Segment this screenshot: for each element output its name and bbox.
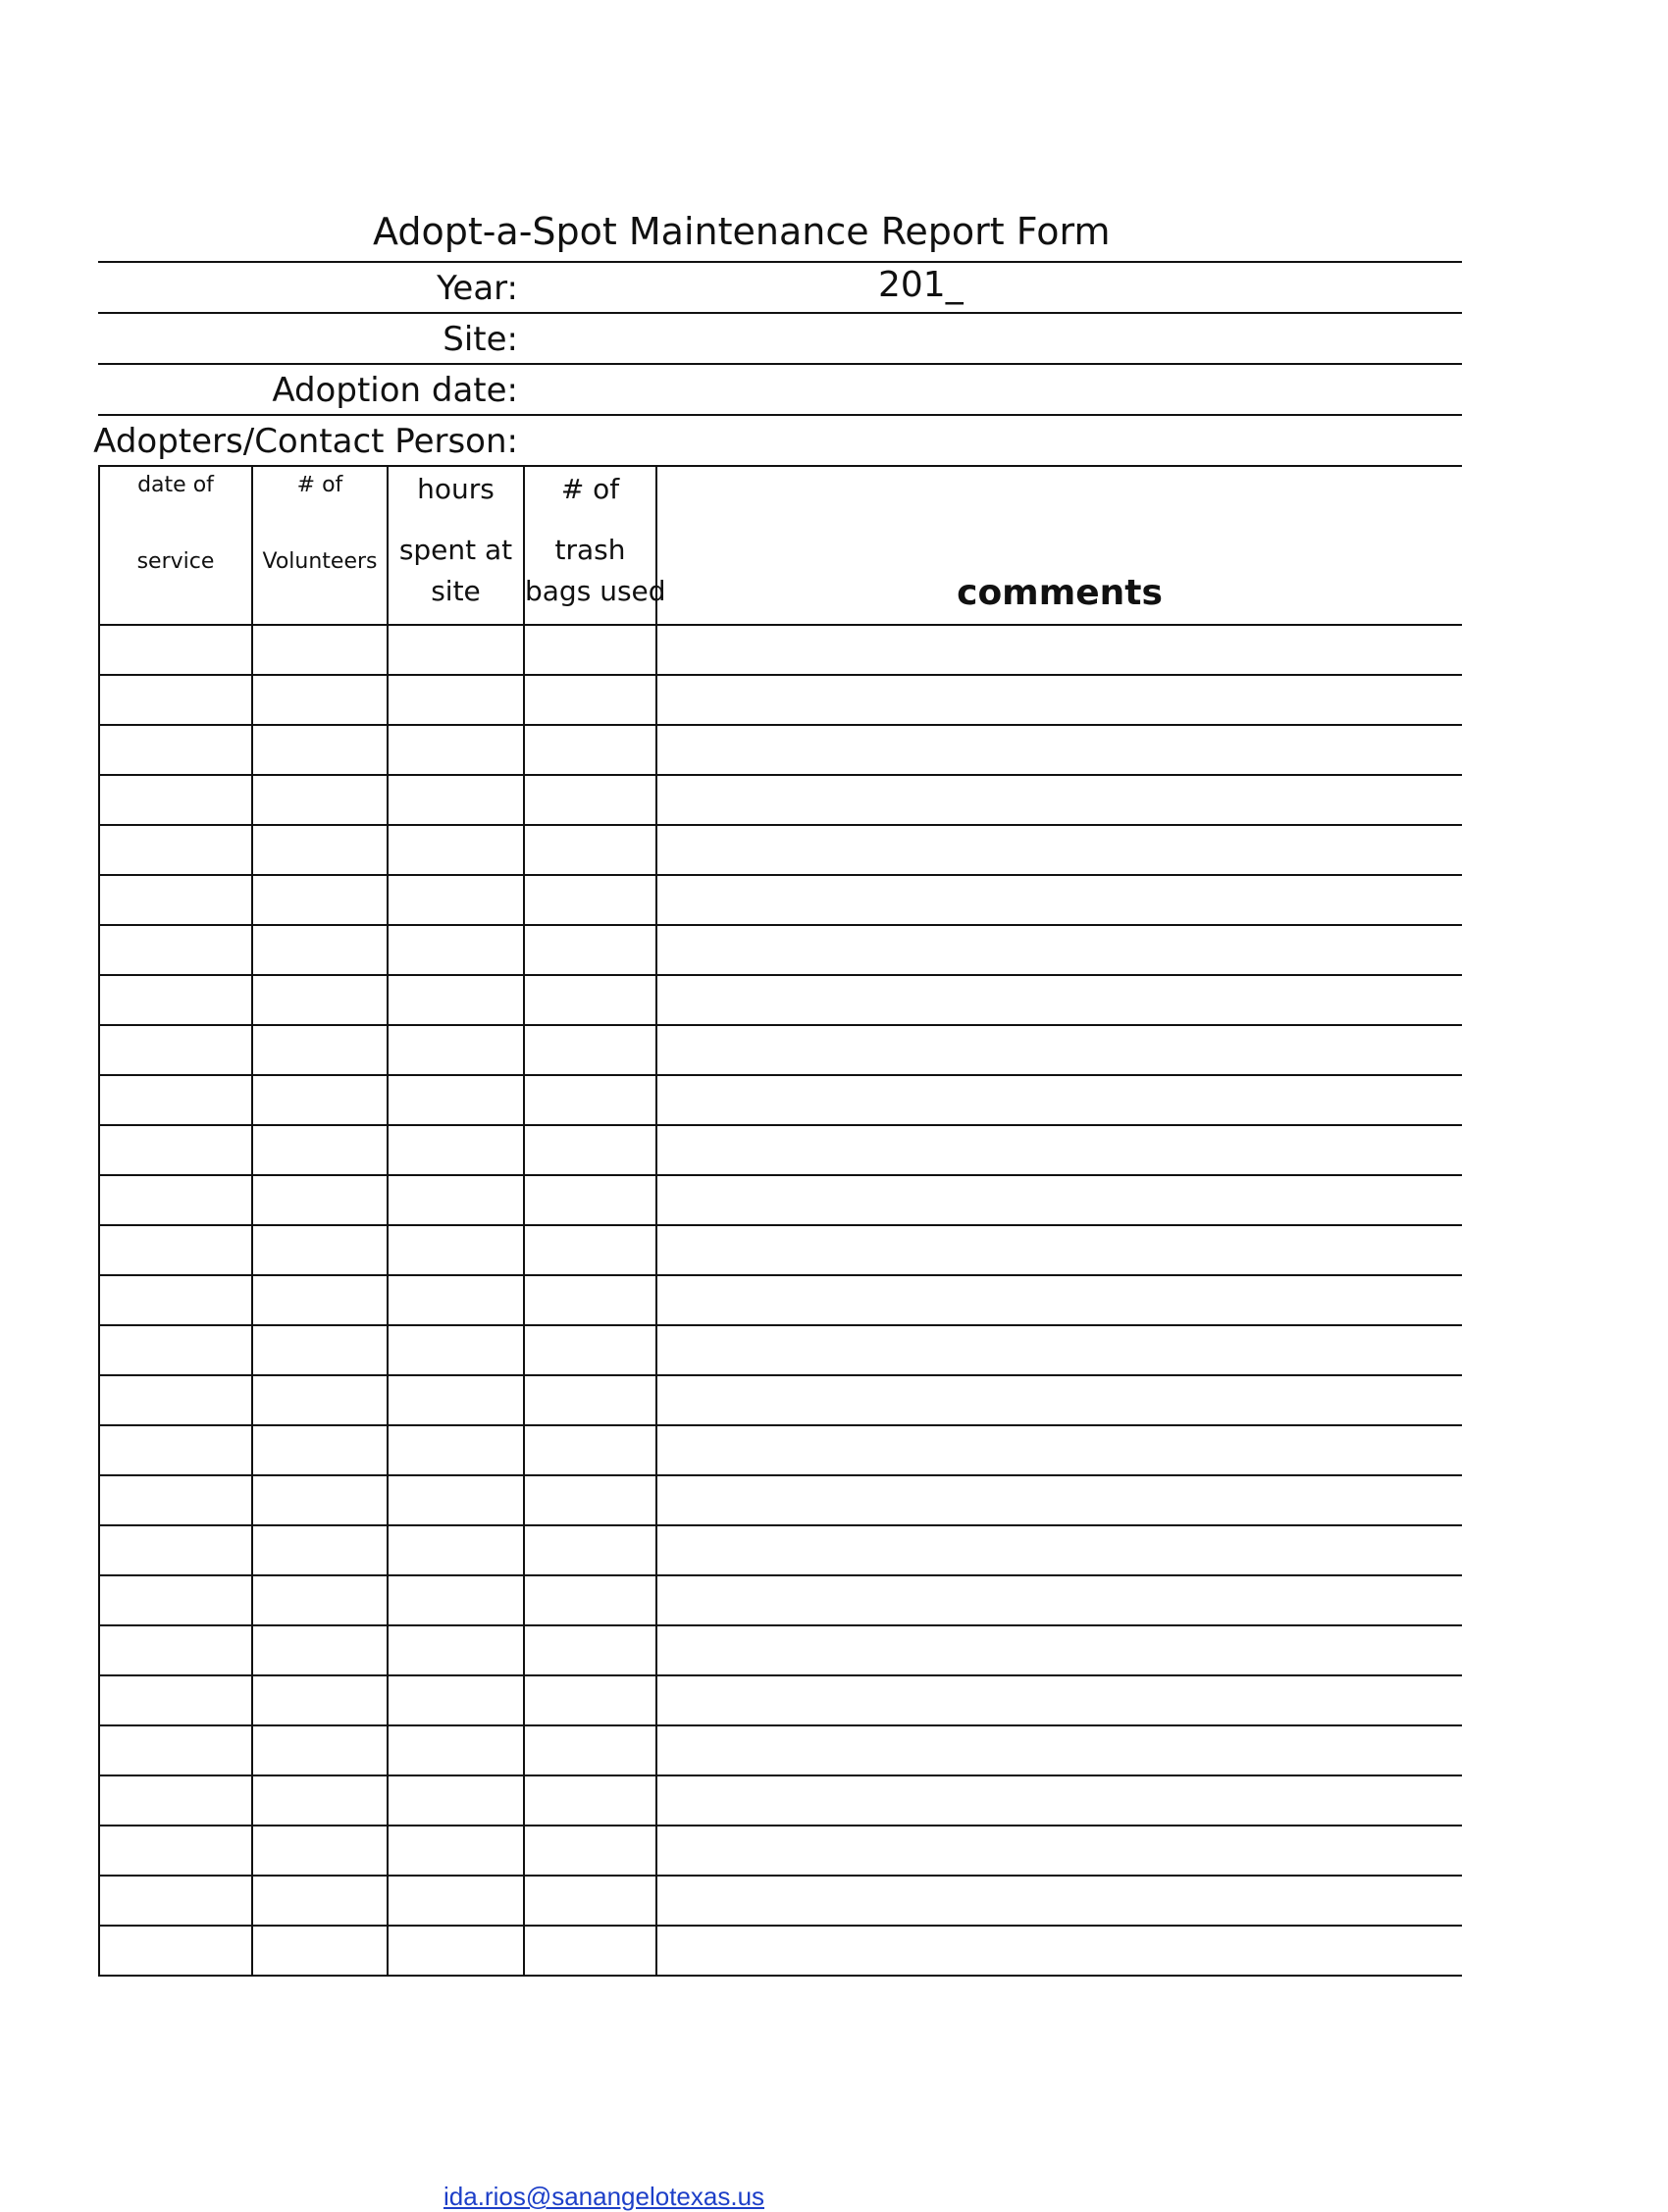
header-date-line2: service (136, 549, 215, 574)
adoption-date-row (98, 365, 1462, 416)
hours-cell[interactable] (387, 1076, 523, 1124)
table-row (98, 726, 1462, 776)
comments-cell[interactable] (655, 726, 1462, 774)
volunteers-cell[interactable] (251, 1426, 387, 1474)
comments-cell[interactable] (655, 1826, 1462, 1875)
date-cell[interactable] (98, 676, 251, 724)
date-cell[interactable] (98, 1176, 251, 1224)
table-row (98, 826, 1462, 876)
date-cell[interactable] (98, 1776, 251, 1825)
volunteers-cell[interactable] (251, 1626, 387, 1674)
table-row (98, 1276, 1462, 1326)
volunteers-cell[interactable] (251, 1126, 387, 1174)
bags-cell[interactable] (523, 1626, 655, 1674)
contact-person-row (93, 416, 1462, 467)
date-cell[interactable] (98, 1276, 251, 1324)
comments-cell[interactable] (655, 1626, 1462, 1674)
volunteers-cell[interactable] (251, 726, 387, 774)
date-cell[interactable] (98, 626, 251, 674)
comments-cell[interactable] (655, 626, 1462, 674)
bags-cell[interactable] (523, 726, 655, 774)
bags-cell[interactable] (523, 1927, 655, 1975)
hours-cell[interactable] (387, 1576, 523, 1624)
date-cell[interactable] (98, 1927, 251, 1975)
table-row (98, 1376, 1462, 1426)
volunteers-cell[interactable] (251, 776, 387, 824)
volunteers-cell[interactable] (251, 1576, 387, 1624)
date-cell[interactable] (98, 1676, 251, 1724)
volunteers-cell[interactable] (251, 1326, 387, 1374)
header-bags-line1: # of (560, 473, 620, 505)
volunteers-cell[interactable] (251, 1476, 387, 1524)
bags-cell[interactable] (523, 876, 655, 924)
bags-cell[interactable] (523, 1226, 655, 1274)
table-row (98, 1426, 1462, 1476)
date-cell[interactable] (98, 776, 251, 824)
comments-cell[interactable] (655, 1076, 1462, 1124)
comments-cell[interactable] (655, 1176, 1462, 1224)
table-row (98, 1927, 1462, 1977)
table-row (98, 1676, 1462, 1726)
volunteers-cell[interactable] (251, 1927, 387, 1975)
comments-cell[interactable] (655, 1776, 1462, 1825)
table-row (98, 1626, 1462, 1676)
hours-cell[interactable] (387, 1927, 523, 1975)
date-cell[interactable] (98, 826, 251, 874)
comments-cell[interactable] (655, 876, 1462, 924)
hours-cell[interactable] (387, 1126, 523, 1174)
volunteers-cell[interactable] (251, 926, 387, 974)
volunteers-cell[interactable] (251, 676, 387, 724)
table-row (98, 1826, 1462, 1877)
header-trash-bags (523, 465, 666, 626)
comments-cell[interactable] (655, 1476, 1462, 1524)
hours-cell[interactable] (387, 1276, 523, 1324)
hours-cell[interactable] (387, 1776, 523, 1825)
header-comments-label: comments (957, 573, 1163, 613)
header-bags-line3: bags used (525, 575, 666, 607)
volunteers-cell[interactable] (251, 1526, 387, 1574)
hours-cell[interactable] (387, 1826, 523, 1875)
comments-cell[interactable] (655, 1927, 1462, 1975)
bags-cell[interactable] (523, 976, 655, 1024)
date-cell[interactable] (98, 1426, 251, 1474)
volunteers-cell[interactable] (251, 1826, 387, 1875)
bags-cell[interactable] (523, 1076, 655, 1124)
adoption-date-label: Adoption date: (272, 371, 518, 410)
table-row (98, 1026, 1462, 1076)
header-date-of-service (98, 465, 251, 626)
hours-cell[interactable] (387, 1526, 523, 1574)
volunteers-cell[interactable] (251, 1776, 387, 1825)
comments-cell[interactable] (655, 1676, 1462, 1724)
volunteers-cell[interactable] (251, 1176, 387, 1224)
volunteers-cell[interactable] (251, 1676, 387, 1724)
comments-cell[interactable] (655, 1426, 1462, 1474)
bags-cell[interactable] (523, 1576, 655, 1624)
table-row (98, 1476, 1462, 1526)
comments-cell[interactable] (655, 826, 1462, 874)
comments-cell[interactable] (655, 1326, 1462, 1374)
hours-cell[interactable] (387, 976, 523, 1024)
site-label: Site: (443, 320, 518, 359)
comments-cell[interactable] (655, 976, 1462, 1024)
table-row (98, 1176, 1462, 1226)
comments-cell[interactable] (655, 1276, 1462, 1324)
bags-cell[interactable] (523, 626, 655, 674)
table-row (98, 1226, 1462, 1276)
volunteers-cell[interactable] (251, 1877, 387, 1925)
bags-cell[interactable] (523, 926, 655, 974)
header-hours-line1: hours (417, 473, 495, 505)
date-cell[interactable] (98, 1076, 251, 1124)
hours-cell[interactable] (387, 1877, 523, 1925)
volunteers-cell[interactable] (251, 976, 387, 1024)
header-volunteers-line1: # of (296, 473, 343, 497)
table-row (98, 926, 1462, 976)
header-hours (387, 465, 523, 626)
table-row (98, 876, 1462, 926)
form-title-row (98, 196, 1462, 263)
table-row (98, 976, 1462, 1026)
date-cell[interactable] (98, 1726, 251, 1775)
bags-cell[interactable] (523, 676, 655, 724)
bags-cell[interactable] (523, 1376, 655, 1424)
volunteers-cell[interactable] (251, 1376, 387, 1424)
header-date-line1: date of (137, 473, 214, 497)
hours-cell[interactable] (387, 1226, 523, 1274)
hours-cell[interactable] (387, 776, 523, 824)
bags-cell[interactable] (523, 1426, 655, 1474)
year-label: Year: (437, 269, 518, 308)
volunteers-cell[interactable] (251, 626, 387, 674)
comments-cell[interactable] (655, 926, 1462, 974)
date-cell[interactable] (98, 1526, 251, 1574)
bags-cell[interactable] (523, 1276, 655, 1324)
hours-cell[interactable] (387, 1476, 523, 1524)
contact-person-label: Adopters/Contact Person: (93, 422, 518, 461)
header-hours-line3: site (431, 575, 481, 607)
table-row (98, 1326, 1462, 1376)
date-cell[interactable] (98, 726, 251, 774)
comments-cell[interactable] (655, 1026, 1462, 1074)
header-bags-line2: trash (554, 534, 626, 566)
date-cell[interactable] (98, 976, 251, 1024)
hours-cell[interactable] (387, 1026, 523, 1074)
bags-cell[interactable] (523, 1026, 655, 1074)
table-row (98, 776, 1462, 826)
volunteers-cell[interactable] (251, 876, 387, 924)
volunteers-cell[interactable] (251, 826, 387, 874)
hours-cell[interactable] (387, 1626, 523, 1674)
comments-cell[interactable] (655, 1526, 1462, 1574)
bags-cell[interactable] (523, 1826, 655, 1875)
table-row (98, 676, 1462, 726)
header-comments (655, 465, 1462, 626)
comments-cell[interactable] (655, 1226, 1462, 1274)
date-cell[interactable] (98, 1326, 251, 1374)
hours-cell[interactable] (387, 1726, 523, 1775)
table-row (98, 1126, 1462, 1176)
table-row (98, 626, 1462, 676)
hours-cell[interactable] (387, 676, 523, 724)
bags-cell[interactable] (523, 1726, 655, 1775)
comments-cell[interactable] (655, 1726, 1462, 1775)
contact-email-link[interactable]: ida.rios@sanangelotexas.us (443, 2182, 765, 2211)
hours-cell[interactable] (387, 1326, 523, 1374)
comments-cell[interactable] (655, 1126, 1462, 1174)
comments-cell[interactable] (655, 676, 1462, 724)
hours-cell[interactable] (387, 1376, 523, 1424)
hours-cell[interactable] (387, 826, 523, 874)
date-cell[interactable] (98, 1226, 251, 1274)
bags-cell[interactable] (523, 826, 655, 874)
form-title: Adopt-a-Spot Maintenance Report Form (373, 210, 1111, 253)
hours-cell[interactable] (387, 876, 523, 924)
bags-cell[interactable] (523, 776, 655, 824)
year-value[interactable]: 201_ (878, 265, 964, 305)
volunteers-cell[interactable] (251, 1026, 387, 1074)
date-cell[interactable] (98, 876, 251, 924)
hours-cell[interactable] (387, 626, 523, 674)
hours-cell[interactable] (387, 926, 523, 974)
date-cell[interactable] (98, 1826, 251, 1875)
table-row (98, 1726, 1462, 1776)
date-cell[interactable] (98, 926, 251, 974)
header-volunteers (251, 465, 387, 626)
bags-cell[interactable] (523, 1676, 655, 1724)
comments-cell[interactable] (655, 1877, 1462, 1925)
comments-cell[interactable] (655, 776, 1462, 824)
date-cell[interactable] (98, 1126, 251, 1174)
entry-rows (98, 626, 1462, 1977)
header-volunteers-line2: Volunteers (262, 549, 378, 574)
date-cell[interactable] (98, 1376, 251, 1424)
volunteers-cell[interactable] (251, 1226, 387, 1274)
volunteers-cell[interactable] (251, 1076, 387, 1124)
comments-cell[interactable] (655, 1576, 1462, 1624)
comments-cell[interactable] (655, 1376, 1462, 1424)
volunteers-cell[interactable] (251, 1276, 387, 1324)
table-row (98, 1526, 1462, 1576)
bags-cell[interactable] (523, 1326, 655, 1374)
bags-cell[interactable] (523, 1176, 655, 1224)
date-cell[interactable] (98, 1877, 251, 1925)
date-cell[interactable] (98, 1476, 251, 1524)
bags-cell[interactable] (523, 1126, 655, 1174)
date-cell[interactable] (98, 1626, 251, 1674)
header-hours-line2: spent at (398, 534, 513, 566)
hours-cell[interactable] (387, 1176, 523, 1224)
hours-cell[interactable] (387, 1426, 523, 1474)
site-row (98, 314, 1462, 365)
volunteers-cell[interactable] (251, 1726, 387, 1775)
hours-cell[interactable] (387, 726, 523, 774)
table-row (98, 1776, 1462, 1826)
table-row (98, 1576, 1462, 1626)
year-row (98, 263, 1462, 314)
bags-cell[interactable] (523, 1476, 655, 1524)
bags-cell[interactable] (523, 1877, 655, 1925)
bags-cell[interactable] (523, 1526, 655, 1574)
bags-cell[interactable] (523, 1776, 655, 1825)
table-row (98, 1877, 1462, 1927)
date-cell[interactable] (98, 1026, 251, 1074)
date-cell[interactable] (98, 1576, 251, 1624)
table-row (98, 1076, 1462, 1126)
hours-cell[interactable] (387, 1676, 523, 1724)
